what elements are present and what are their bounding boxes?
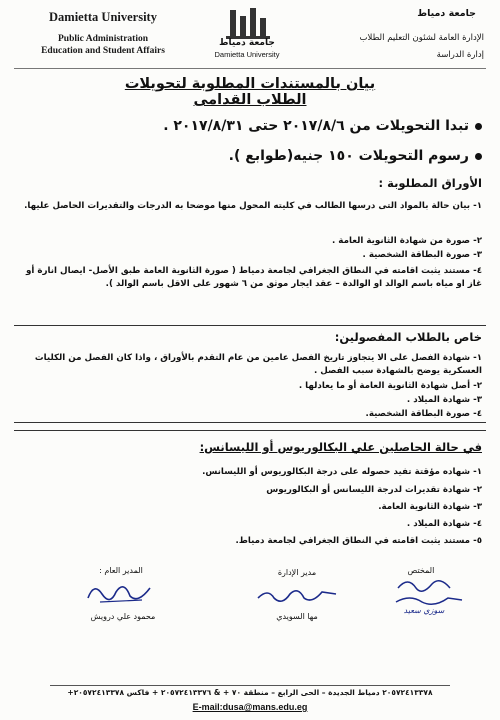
footer-divider (50, 685, 450, 686)
list-item: ٣- شهادة الثانوية العامة. (378, 502, 482, 512)
admin-manager-title: مدير الإدارة (277, 568, 317, 577)
logo-caption-en: Damietta University (214, 50, 280, 59)
list-item: ٢- شهادة تقديرات لدرجة الليسانس أو البكالوريوس (266, 485, 482, 495)
general-manager-name: محمود علي درويش (90, 612, 156, 621)
specialist-signature-icon (388, 574, 468, 608)
header-english-block (28, 10, 178, 57)
bullet-dates: تبدا التحويلات من ٢٠١٧/٨/٦ حتى ٢٠١٧/٨/٣١ . (14, 118, 482, 135)
specialist-title: المختص (407, 566, 435, 575)
list-item: ١- شهاده مؤقتة تفيد حصوله على درجة البكالوريوس أو الليسانس. (202, 467, 482, 477)
bullet-fees: رسوم التحويلات ١٥٠ جنيه(طوابع ). (14, 148, 482, 165)
section-dismissed-heading: خاص بالطلاب المفصولين: (334, 330, 482, 344)
list-item: ٣- شهادة الميلاد . (406, 395, 482, 405)
header-divider (14, 68, 486, 69)
department-line-en-2: Education and Student Affairs (41, 45, 165, 56)
general-manager-signature-icon (80, 576, 160, 610)
list-item: ٢- أصل شهادة الثانوية العامة أو ما يعادلها . (298, 381, 482, 391)
specialist-name: سوزي سعيد (403, 606, 445, 615)
logo-caption-ar: جامعة دمياط (219, 38, 275, 48)
bullet-icon (475, 153, 482, 160)
list-item: ١- بيان حالة بالمواد التى درسها الطالب في كليته المحول منها موضحا به الدرجات والتقديرات الحاصل عليها. (24, 201, 482, 211)
section-required-papers-heading: الأوراق المطلوبة : (378, 176, 482, 190)
section-graduates-heading: في حالة الحاصلين علي البكالوريوس أو الليسانس: (199, 440, 482, 454)
list-item: ١- شهادة الفصل على الا يتجاوز تاريخ الفصل عامين من عام التقدم بالأوراق ، واذا كان الفصل من الكليات العسكرية يوضح بالشهادة سبب الفصل . (34, 353, 482, 376)
list-item: ٤- شهادة الميلاد . (406, 519, 482, 529)
section-divider (14, 430, 486, 431)
list-item: ٣- صورة البطاقة الشخصية . (362, 250, 482, 260)
university-name-ar: جامعة دمياط (417, 8, 476, 19)
admin-manager-signature-icon (252, 580, 342, 610)
list-item: ٥- مستند يثبت اقامته في النطاق الجغرافي لجامعة دمياط. (235, 536, 482, 546)
list-item: ٢- صورة من شهادة الثانوية العامة . (331, 236, 482, 246)
header-arabic-block (294, 8, 484, 66)
footer-email: E-mail:dusa@mans.edu.eg (192, 702, 308, 712)
department-line-ar-2: إدارة الدراسة (436, 50, 484, 60)
university-name-en: Damietta University (49, 10, 157, 24)
admin-manager-name: مها السويدي (276, 612, 318, 621)
footer-contact: ٢٠٥٧٢٤١٣٣٧٨ دمياط الجديدة – الحى الرابع – منطقة ٧٠ + & ٢٠٥٧٢٤١٣٣٧٦ + فاكس ٢٠٥٧٢٤١٣٣٧٨+ (67, 688, 433, 697)
bullet-icon (475, 123, 482, 130)
list-item: ٤- صورة البطاقة الشخصية. (365, 409, 482, 419)
document-title: بيان بالمستندات المطلوبة لتحويلات الطلاب القدامى (124, 76, 376, 108)
department-line-en-1: Public Administration (58, 34, 148, 44)
department-line-ar-1: الإدارة العامة لشئون التعليم الطلاب (359, 33, 484, 43)
list-item: ٤- مستند يثبت اقامته في النطاق الجغرافي لجامعة دمياط ( صورة الثانوية العامة طبق الأصل- ايصال انارة أو غاز او مياه باسم الوالد او الوالدة – عقد ايجار موثق من ٦ شهور على الاقل باسم الوالد ). (25, 266, 482, 289)
general-manager-title: المدير العام : (99, 566, 143, 575)
